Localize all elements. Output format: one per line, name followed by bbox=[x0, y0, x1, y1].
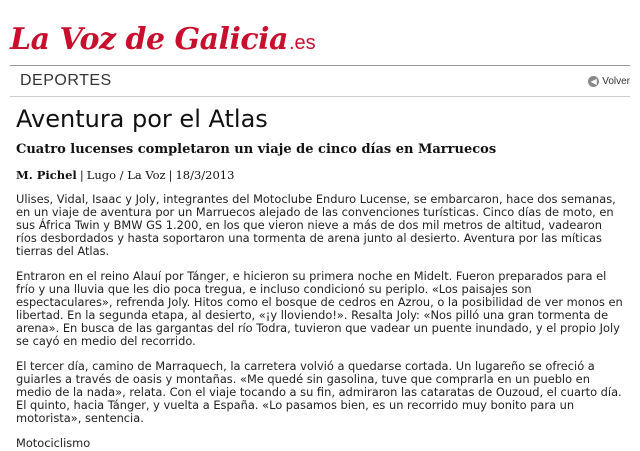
byline-location: Lugo / La Voz bbox=[86, 168, 166, 182]
logo-text: La Voz de Galicia bbox=[10, 22, 288, 57]
article-paragraph: Ulises, Vidal, Isaac y Joly, integrantes del Motoclube Enduro Lucense, se embarcaron, hace dos semanas, en un viaje de aventura por un Marruecos alejado de las convenciones turísticas. Cinco días de moto, en sus África Twin y BMW GS 1.200, en los que vieron nieve a más de dos mil metros de altitud, vadearon ríos desbordados y hasta soportaron una tormenta de arena junto al desierto. Aventura por las míticas tierras del Atlas. bbox=[16, 192, 616, 258]
article-paragraph: El tercer día, camino de Marraquech, la carretera volvió a quedarse cortada. Un lugareño se ofreció a guiarles a través de oasis y montañas. «Me quedé sin gasolina, tuve que comprarla en un pueblo en medio de la nada», relata. Con el viaje tocando a su fin, admiraron las cataratas de Ouzoud, el cuarto día. El quinto, hacia Tánger, y vuelta a España. «Lo pasamos bien, es un recorrido muy bonito para un motorista», sentencia. bbox=[16, 359, 622, 425]
header-divider bbox=[10, 65, 630, 66]
logo-domain: .es bbox=[288, 32, 316, 54]
byline-separator: | bbox=[79, 168, 84, 182]
byline-separator: | bbox=[168, 168, 173, 182]
article-tag[interactable]: Motociclismo bbox=[16, 436, 91, 450]
byline bbox=[16, 168, 234, 182]
byline-author: M. Pichel bbox=[16, 168, 77, 182]
article-paragraph: Entraron en el reino Alauí por Tánger, e hicieron su primera noche en Midelt. Fueron preparados para el frío y una lluvia que les dio poca tregua, e incluso condicionó su periplo. «Los paisajes son espectaculares», refrenda Joly. Hitos como el bosque de cedros en Azrou, o la posibilidad de ver monos en libertad. En la segunda etapa, al desierto, «¡y lloviendo!». Resalta Joly: «Nos pilló una gran tormenta de arena». En busca de las gargantas del río Todra, tuvieron que vadear un puente inundado, y el propio Joly se cayó en medio del recorrido. bbox=[16, 269, 623, 348]
back-label: Volver bbox=[602, 76, 630, 87]
article-subtitle: Cuatro lucenses completaron un viaje de cinco días en Marruecos bbox=[16, 142, 497, 157]
section-bar bbox=[10, 70, 630, 97]
back-arrow-icon: ◀ bbox=[588, 76, 599, 87]
back-button[interactable] bbox=[588, 76, 630, 87]
byline-date: 18/3/2013 bbox=[175, 168, 235, 182]
article-body bbox=[16, 193, 624, 450]
section-title: DEPORTES bbox=[20, 72, 112, 89]
article-title: Aventura por el Atlas bbox=[16, 105, 268, 133]
site-logo[interactable] bbox=[10, 20, 316, 60]
